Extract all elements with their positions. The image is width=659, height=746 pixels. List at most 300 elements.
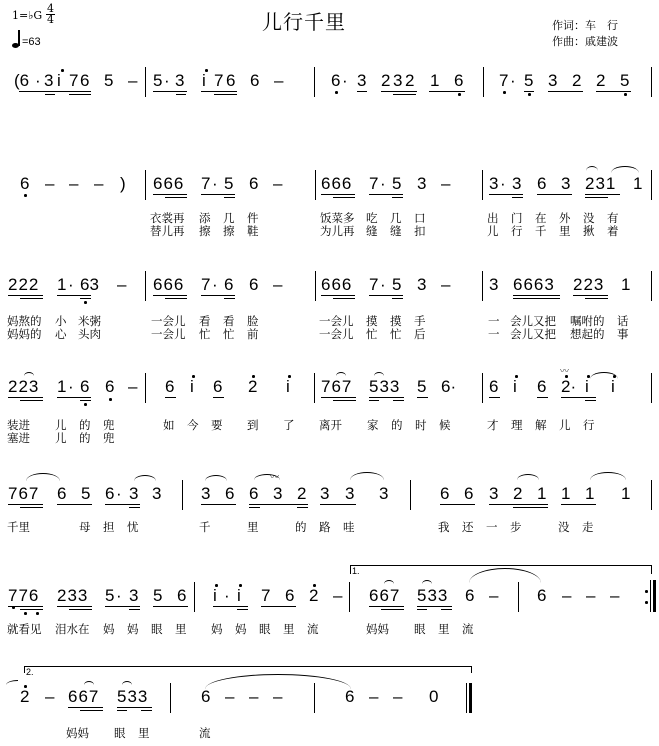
underline	[105, 606, 140, 607]
lyric: 忙	[390, 329, 402, 341]
lyric: 的	[295, 522, 307, 534]
underline	[417, 609, 427, 610]
note: 7	[261, 586, 271, 605]
high-dot	[61, 69, 64, 72]
lyric: 摸	[366, 316, 378, 328]
dash: –	[586, 586, 596, 605]
high-dot	[215, 584, 218, 587]
lyric: 想起的	[570, 329, 605, 341]
note-group: 666	[153, 275, 185, 294]
underline	[57, 504, 92, 505]
slur	[374, 372, 384, 376]
lyric: 为儿再	[320, 226, 355, 238]
note-group: 666	[321, 174, 353, 193]
note: 1	[561, 484, 571, 503]
note-group: 231	[585, 174, 617, 193]
lyric: 摸	[390, 316, 402, 328]
lyric: 一会儿	[151, 316, 186, 328]
lyric: 一	[486, 522, 498, 534]
lyric: 里	[283, 624, 295, 636]
underline	[440, 504, 475, 505]
lyric: 担	[103, 522, 115, 534]
lyric: 妈妈	[366, 624, 389, 636]
barline	[315, 271, 316, 301]
underline	[357, 91, 367, 92]
barline	[651, 170, 652, 200]
repeat-dot	[645, 590, 648, 593]
lyric: 儿	[55, 433, 67, 445]
tie	[134, 475, 156, 481]
underline	[80, 710, 103, 711]
low-dot	[335, 91, 338, 94]
note: 6	[57, 484, 67, 503]
lyric: 儿	[55, 420, 67, 432]
note: 1	[633, 174, 643, 193]
note: 6	[537, 174, 547, 193]
underline	[153, 194, 187, 195]
note: i	[286, 377, 290, 396]
note: 6	[249, 174, 259, 193]
lyric: 眼	[414, 624, 426, 636]
note: 2	[248, 377, 258, 396]
lyric: 候	[439, 420, 451, 432]
lyric: 一会儿	[151, 329, 186, 341]
underline	[489, 194, 523, 195]
note-group: 222	[8, 275, 40, 294]
note: 3	[175, 71, 185, 90]
barline	[651, 271, 652, 301]
repeat-barline-thick	[653, 580, 656, 612]
note-dotted: 2·	[561, 377, 577, 396]
underline	[369, 397, 404, 398]
underline	[585, 194, 620, 195]
note: 6	[105, 484, 115, 503]
low-dot	[84, 301, 87, 304]
underline	[165, 298, 187, 299]
lyric: 妈妈的	[7, 329, 42, 341]
lyric: 脸	[247, 316, 259, 328]
note: 5	[392, 174, 402, 193]
underline	[381, 609, 404, 610]
lyric: 儿	[487, 226, 499, 238]
song-title: 儿行千里	[262, 12, 346, 34]
note-group: 63	[80, 275, 99, 294]
underline	[321, 194, 355, 195]
lyric: 今	[187, 420, 199, 432]
lyric: 了	[283, 420, 295, 432]
note: 6	[226, 71, 236, 90]
slur	[586, 166, 598, 171]
barline	[482, 373, 483, 403]
tie	[205, 674, 351, 689]
underline	[513, 507, 548, 508]
note-group: 223	[573, 275, 605, 294]
underline	[249, 507, 260, 508]
dash: –	[69, 174, 79, 193]
slur	[517, 474, 539, 480]
note: 1	[621, 484, 631, 503]
volta-bracket-2	[24, 666, 472, 673]
lyric: 眼	[259, 624, 271, 636]
lyric: 外	[559, 213, 571, 225]
rest: 0	[429, 687, 439, 706]
underline	[68, 707, 103, 708]
dot-mark: ·	[212, 174, 218, 193]
lyric: 千	[199, 522, 211, 534]
dot-mark: ·	[35, 71, 41, 90]
tie-continuation	[6, 680, 18, 685]
note: 3	[152, 484, 162, 503]
note-group: 533	[417, 586, 449, 605]
lyric: 饭菜多	[320, 213, 355, 225]
lyric: 忙	[366, 329, 378, 341]
note: i	[57, 71, 61, 90]
note: 6	[213, 377, 223, 396]
underline	[537, 194, 572, 195]
note: 5	[392, 275, 402, 294]
underline	[213, 397, 224, 398]
trill-icon: 〰	[560, 366, 570, 376]
barline	[651, 480, 652, 510]
tie	[590, 472, 626, 480]
lyric: 路	[319, 522, 331, 534]
underline	[20, 609, 43, 610]
underline	[8, 295, 43, 296]
underline	[561, 504, 596, 505]
note: 6	[250, 71, 260, 90]
low-dot	[24, 194, 27, 197]
high-dot	[313, 584, 316, 587]
lyric: 行	[511, 226, 523, 238]
dot-mark: ·	[116, 586, 122, 605]
dash: –	[45, 174, 55, 193]
underline	[369, 295, 403, 296]
dot-mark: ·	[380, 174, 386, 193]
underline	[19, 91, 91, 92]
dash: –	[117, 275, 127, 294]
barline	[145, 67, 146, 97]
underline	[585, 197, 608, 198]
barline	[314, 683, 315, 713]
note: 3	[512, 174, 522, 193]
underline	[201, 194, 235, 195]
note: 6	[224, 275, 234, 294]
barline	[410, 480, 411, 510]
note: 3	[129, 484, 139, 503]
note: 7	[369, 174, 379, 193]
note: 3	[548, 71, 558, 90]
underline	[489, 397, 500, 398]
lyric: 眼	[151, 624, 163, 636]
lyric: 前	[247, 329, 259, 341]
lyric: 里	[138, 728, 150, 740]
note-group: 667	[68, 687, 100, 706]
lyric: 里	[175, 624, 187, 636]
tie	[611, 166, 639, 173]
lyric: 还	[462, 522, 474, 534]
final-barline-thin	[466, 683, 467, 713]
lyric: 时	[415, 420, 427, 432]
lyric: 妈	[127, 624, 139, 636]
lyricist-credit: 作词：车 行	[552, 20, 618, 32]
underline	[105, 504, 140, 505]
underline	[333, 197, 355, 198]
repeat-barline-thin	[650, 580, 651, 612]
barline	[483, 67, 484, 97]
note: 7	[499, 71, 509, 90]
underline	[129, 609, 140, 610]
low-dot	[503, 91, 506, 94]
low-dot	[24, 612, 27, 615]
dash: –	[128, 71, 138, 90]
note: 2	[20, 687, 30, 706]
underline	[561, 397, 596, 398]
note: 5	[224, 174, 234, 193]
barline	[482, 170, 483, 200]
note: 2	[309, 586, 319, 605]
high-dot	[192, 375, 195, 378]
underline	[321, 295, 355, 296]
lyric: 眼	[114, 728, 126, 740]
lyric: 就看见	[7, 624, 42, 636]
note: 5	[153, 586, 163, 605]
note: 3	[393, 71, 403, 90]
note: 3	[417, 174, 427, 193]
underline	[57, 606, 92, 607]
underline	[537, 397, 548, 398]
lyric: 儿	[559, 420, 571, 432]
lyric: 会儿又把	[510, 329, 556, 341]
lyric: 里	[438, 624, 450, 636]
low-dot	[624, 93, 627, 96]
tie	[590, 372, 618, 379]
underline	[573, 295, 608, 296]
note: (6	[14, 71, 30, 90]
dot-mark: ·	[212, 275, 218, 294]
barline	[182, 480, 183, 510]
note: 7	[201, 275, 211, 294]
underline	[249, 504, 308, 505]
paren: )	[120, 174, 126, 193]
dash: –	[441, 174, 451, 193]
note: 3	[320, 484, 330, 503]
note: 3	[201, 484, 211, 503]
note: 5	[104, 71, 114, 90]
lyric: 的	[79, 420, 91, 432]
low-dot	[36, 612, 39, 615]
underline	[20, 298, 43, 299]
underline	[237, 609, 248, 610]
dash: –	[274, 71, 284, 90]
note-group: 776	[8, 586, 40, 605]
note: 3	[357, 71, 367, 90]
lyric: 行	[583, 420, 595, 432]
dash: –	[128, 377, 138, 396]
lyric: 几	[390, 213, 402, 225]
slur	[24, 372, 34, 376]
lyric: 门	[511, 213, 523, 225]
underline	[57, 397, 91, 398]
barline	[314, 373, 315, 403]
slur	[205, 475, 227, 481]
lyric: 家	[367, 420, 379, 432]
note: i	[237, 586, 241, 605]
lyric: 手	[414, 316, 426, 328]
underline	[369, 606, 404, 607]
note: 2	[596, 71, 606, 90]
lyric: 我	[438, 522, 450, 534]
barline	[651, 373, 652, 403]
barline	[518, 582, 519, 612]
volta-label: 2.	[26, 667, 34, 677]
lyric: 妈	[235, 624, 247, 636]
lyric: 话	[617, 316, 629, 328]
note: 7	[69, 71, 79, 90]
underline	[381, 91, 417, 92]
underline	[69, 609, 92, 610]
note: 6	[465, 586, 475, 605]
lyric: 没	[583, 213, 595, 225]
lyric: 衣裳再	[150, 213, 185, 225]
lyric: 忧	[127, 522, 139, 534]
time-signature: 4 4	[47, 2, 54, 26]
dash: –	[489, 586, 499, 605]
underline	[320, 504, 356, 505]
low-dot	[458, 93, 461, 96]
slur	[422, 580, 432, 584]
underline	[417, 606, 452, 607]
underline	[392, 298, 403, 299]
note: 3	[379, 484, 389, 503]
lyric: 哇	[343, 522, 355, 534]
note: i	[611, 377, 615, 396]
dot-mark: ·	[342, 71, 348, 90]
underline	[201, 295, 235, 296]
dash: –	[393, 687, 403, 706]
note: 3	[273, 484, 283, 503]
underline	[129, 507, 140, 508]
barline	[482, 271, 483, 301]
underline	[176, 94, 186, 95]
lyric: 到	[247, 420, 259, 432]
lyric: 解	[535, 420, 547, 432]
note: 5	[620, 71, 630, 90]
final-barline-thick	[469, 683, 472, 713]
underline	[392, 197, 403, 198]
lyric: 米粥	[78, 316, 101, 328]
note: i	[585, 377, 589, 396]
underline	[224, 197, 235, 198]
dash: –	[610, 586, 620, 605]
barline	[145, 373, 146, 403]
underline	[224, 298, 235, 299]
note: 1	[57, 275, 67, 294]
barline	[315, 170, 316, 200]
key-signature: 1=♭G	[12, 9, 43, 22]
lyric: 妈	[103, 624, 115, 636]
note-group: 6663	[513, 275, 555, 294]
dash: –	[225, 687, 235, 706]
dash: –	[333, 586, 343, 605]
underline	[393, 400, 404, 401]
note: 3	[129, 586, 139, 605]
lyric: 在	[535, 213, 547, 225]
underline	[20, 400, 43, 401]
note-group: 767	[8, 484, 40, 503]
underline	[141, 710, 152, 711]
slur	[84, 681, 94, 685]
slur	[336, 372, 346, 376]
high-dot	[288, 375, 291, 378]
barline	[194, 582, 195, 612]
lyric: 走	[582, 522, 594, 534]
dot-mark: ·	[510, 71, 516, 90]
note: 6	[537, 377, 547, 396]
lyric: 一会儿	[319, 316, 354, 328]
repeat-dot	[645, 601, 648, 604]
note: 6	[105, 377, 115, 396]
underline	[117, 710, 127, 711]
barline	[314, 67, 315, 97]
lyric: 缝	[390, 226, 402, 238]
note: 3	[345, 484, 355, 503]
lyric: 吃	[366, 213, 378, 225]
underline	[441, 609, 452, 610]
underline	[393, 94, 416, 95]
underline	[548, 91, 583, 92]
note-group: 667	[369, 586, 401, 605]
lyric: 母	[79, 522, 91, 534]
lyric: 扣	[414, 226, 426, 238]
underline	[512, 197, 523, 198]
note: 5	[417, 377, 427, 396]
note: 6	[201, 687, 211, 706]
underline	[585, 400, 596, 401]
note: 6	[177, 586, 187, 605]
underline	[261, 606, 296, 607]
lyric: 后	[414, 329, 426, 341]
note: i	[202, 71, 206, 90]
underline	[117, 707, 152, 708]
note: 6	[80, 71, 90, 90]
lyric: 才	[487, 420, 499, 432]
note: 3	[489, 275, 499, 294]
lyric: 替儿再	[150, 226, 185, 238]
underline	[8, 504, 43, 505]
note: 6	[80, 377, 90, 396]
lyric: 步	[510, 522, 522, 534]
note: 6	[20, 174, 30, 193]
lyric: 一	[488, 329, 500, 341]
dash: –	[45, 687, 55, 706]
underline	[80, 298, 91, 299]
note: 5	[81, 484, 91, 503]
note: 6	[489, 377, 499, 396]
note-group: 666	[153, 174, 185, 193]
lyric: 如	[163, 420, 175, 432]
dash: –	[369, 687, 379, 706]
high-dot	[239, 584, 242, 587]
lyric: 里	[247, 522, 259, 534]
slur	[384, 580, 394, 584]
lyric: 妈熬的	[7, 316, 42, 328]
lyric: 有	[607, 213, 619, 225]
dot-mark: ·	[116, 484, 122, 503]
note: 6·	[441, 377, 457, 396]
barline	[145, 271, 146, 301]
lyric: 缝	[366, 226, 378, 238]
lyric: 流	[307, 624, 319, 636]
